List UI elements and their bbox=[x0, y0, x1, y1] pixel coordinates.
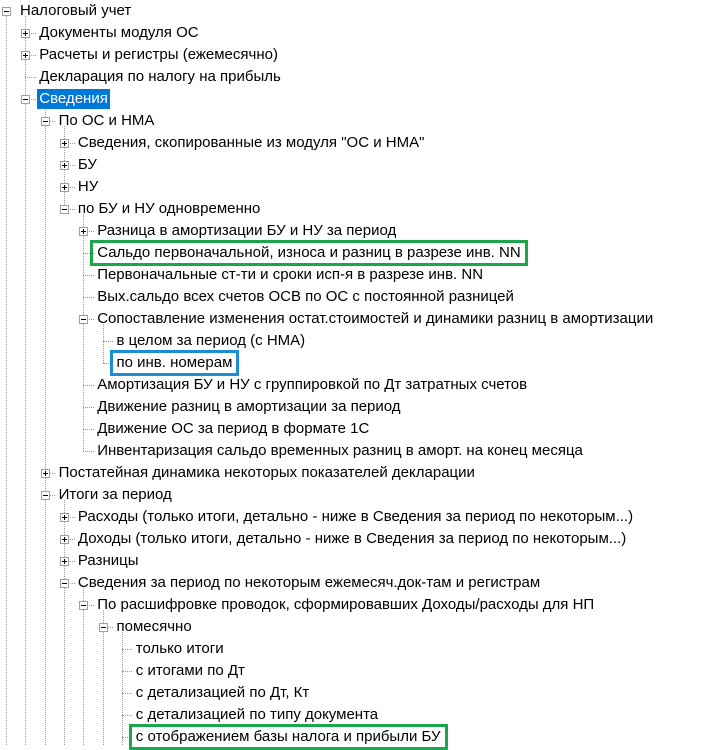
expand-icon[interactable] bbox=[60, 183, 69, 192]
tree-node[interactable] bbox=[0, 330, 716, 352]
tree-node-label[interactable]: Расходы (только итоги, детально - ниже в Сведения за период по некоторым...) bbox=[77, 508, 634, 525]
collapse-icon[interactable] bbox=[21, 95, 30, 104]
tree-node-label[interactable]: по БУ и НУ одновременно bbox=[77, 200, 261, 217]
tree-node[interactable] bbox=[0, 352, 716, 374]
tree-node[interactable] bbox=[0, 44, 716, 66]
expand-icon[interactable] bbox=[21, 29, 30, 38]
collapse-icon[interactable] bbox=[2, 7, 11, 16]
expand-icon[interactable] bbox=[60, 513, 69, 522]
tree-node[interactable] bbox=[0, 528, 716, 550]
tree-node-label[interactable]: с итогами по Дт bbox=[135, 662, 245, 679]
collapse-icon[interactable] bbox=[79, 315, 88, 324]
tree-node[interactable] bbox=[0, 242, 716, 264]
tree-node-label[interactable]: НУ bbox=[77, 178, 99, 195]
collapse-icon[interactable] bbox=[60, 205, 69, 214]
tree-node[interactable] bbox=[0, 638, 716, 660]
tree-node[interactable] bbox=[0, 22, 716, 44]
tree-connector bbox=[83, 275, 94, 276]
tree-node[interactable] bbox=[0, 418, 716, 440]
tree-node-label[interactable]: Сальдо первоначальной, износа и разниц в разрезе инв. NN bbox=[97, 244, 521, 261]
expand-icon[interactable] bbox=[60, 161, 69, 170]
tree-node[interactable] bbox=[0, 198, 716, 220]
tree-node-label[interactable]: Вых.сальдо всех счетов ОСВ по ОС с постоянной разницей bbox=[97, 288, 514, 305]
tree-connector bbox=[25, 77, 36, 78]
tree-node[interactable] bbox=[0, 616, 716, 638]
tree-node-label[interactable]: Доходы (только итоги, детально - ниже в Сведения за период по некоторым...) bbox=[77, 530, 627, 547]
tree-connector bbox=[122, 693, 133, 694]
tree-node[interactable] bbox=[0, 396, 716, 418]
tree-connector bbox=[83, 385, 94, 386]
tree-node-label[interactable]: Налоговый учет bbox=[20, 2, 132, 19]
tree-connector bbox=[122, 671, 133, 672]
tree-node-label[interactable]: с отображением базы налога и прибыли БУ bbox=[135, 728, 441, 745]
tree-connector bbox=[83, 253, 94, 254]
collapse-icon[interactable] bbox=[99, 623, 108, 632]
tree-node[interactable] bbox=[0, 110, 716, 132]
tree-node-label[interactable]: только итоги bbox=[135, 640, 224, 657]
tree-node-label[interactable]: Амортизация БУ и НУ с группировкой по Дт затратных счетов bbox=[97, 376, 528, 393]
tree-connector bbox=[83, 451, 94, 452]
tree-node[interactable] bbox=[0, 286, 716, 308]
tree-node[interactable] bbox=[0, 308, 716, 330]
tree-node-label[interactable]: Сведения, скопированные из модуля "ОС и НМА" bbox=[77, 134, 425, 151]
tree-node[interactable] bbox=[0, 0, 716, 22]
tree-node-label[interactable]: с детализацией по Дт, Кт bbox=[135, 684, 310, 701]
tree-node-label[interactable]: Сопоставление изменения остат.стоимостей и динамики разниц в амортизации bbox=[97, 310, 654, 327]
tree-node[interactable] bbox=[0, 132, 716, 154]
expand-icon[interactable] bbox=[60, 557, 69, 566]
tree-node[interactable] bbox=[0, 88, 716, 110]
tree-node[interactable] bbox=[0, 462, 716, 484]
tree-node-label[interactable]: Инвентаризация сальдо временных разниц в аморт. на конец месяца bbox=[97, 442, 583, 459]
tree-node[interactable] bbox=[0, 594, 716, 616]
expand-icon[interactable] bbox=[60, 139, 69, 148]
collapse-icon[interactable] bbox=[60, 579, 69, 588]
tree-node-label[interactable]: Движение разниц в амортизации за период bbox=[97, 398, 401, 415]
tree-node[interactable] bbox=[0, 660, 716, 682]
expand-icon[interactable] bbox=[60, 535, 69, 544]
tree-connector bbox=[83, 429, 94, 430]
tree-node[interactable] bbox=[0, 440, 716, 462]
tree-connector bbox=[83, 297, 94, 298]
tree-node-label[interactable]: Первоначальные ст-ти и сроки исп-я в разрезе инв. NN bbox=[97, 266, 484, 283]
collapse-icon[interactable] bbox=[41, 491, 50, 500]
tree-node-label[interactable]: с детализацией по типу документа bbox=[135, 706, 379, 723]
tree-node-label[interactable]: Сведения bbox=[39, 90, 108, 107]
tree-node-label[interactable]: Итоги за период bbox=[58, 486, 172, 503]
tree-node[interactable] bbox=[0, 704, 716, 726]
tree-node-label[interactable]: Документы модуля ОС bbox=[39, 24, 199, 41]
tree-connector bbox=[122, 737, 133, 738]
tree-connector bbox=[103, 341, 114, 342]
tree-node[interactable] bbox=[0, 484, 716, 506]
tree-node-label[interactable]: Разницы bbox=[77, 552, 139, 569]
tree-node-label[interactable]: Расчеты и регистры (ежемесячно) bbox=[39, 46, 278, 63]
tree-connector bbox=[122, 649, 133, 650]
tree-node-label[interactable]: Постатейная динамика некоторых показателей декларации bbox=[58, 464, 475, 481]
tree-node-label[interactable]: Декларация по налогу на прибыль bbox=[39, 68, 281, 85]
expand-icon[interactable] bbox=[79, 227, 88, 236]
tree-node-label[interactable]: БУ bbox=[77, 156, 97, 173]
tree-node-label[interactable]: По расшифровке проводок, сформировавших Доходы/расходы для НП bbox=[97, 596, 595, 613]
tree-node[interactable] bbox=[0, 66, 716, 88]
tree-node[interactable] bbox=[0, 220, 716, 242]
expand-icon[interactable] bbox=[41, 469, 50, 478]
tree-node[interactable] bbox=[0, 176, 716, 198]
tree-node[interactable] bbox=[0, 506, 716, 528]
tree-connector bbox=[122, 715, 133, 716]
tree-node-label[interactable]: в целом за период (с НМА) bbox=[116, 332, 306, 349]
tree-node[interactable] bbox=[0, 264, 716, 286]
tree-node-label[interactable]: помесячно bbox=[116, 618, 192, 635]
collapse-icon[interactable] bbox=[41, 117, 50, 126]
tree-node-label[interactable]: Разница в амортизации БУ и НУ за период bbox=[97, 222, 397, 239]
tree-node[interactable] bbox=[0, 572, 716, 594]
tree-node[interactable] bbox=[0, 374, 716, 396]
tree-node-label[interactable]: Сведения за период по некоторым ежемесяч.док-там и регистрам bbox=[77, 574, 541, 591]
tree-connector bbox=[83, 407, 94, 408]
tree-node[interactable] bbox=[0, 154, 716, 176]
expand-icon[interactable] bbox=[21, 51, 30, 60]
tree-node-label[interactable]: по инв. номерам bbox=[116, 354, 233, 371]
collapse-icon[interactable] bbox=[79, 601, 88, 610]
tree-node-label[interactable]: По ОС и НМА bbox=[58, 112, 155, 129]
tree-node[interactable] bbox=[0, 682, 716, 704]
tree-connector bbox=[103, 363, 114, 364]
tree-node[interactable] bbox=[0, 550, 716, 572]
tree-node-label[interactable]: Движение ОС за период в формате 1С bbox=[97, 420, 370, 437]
